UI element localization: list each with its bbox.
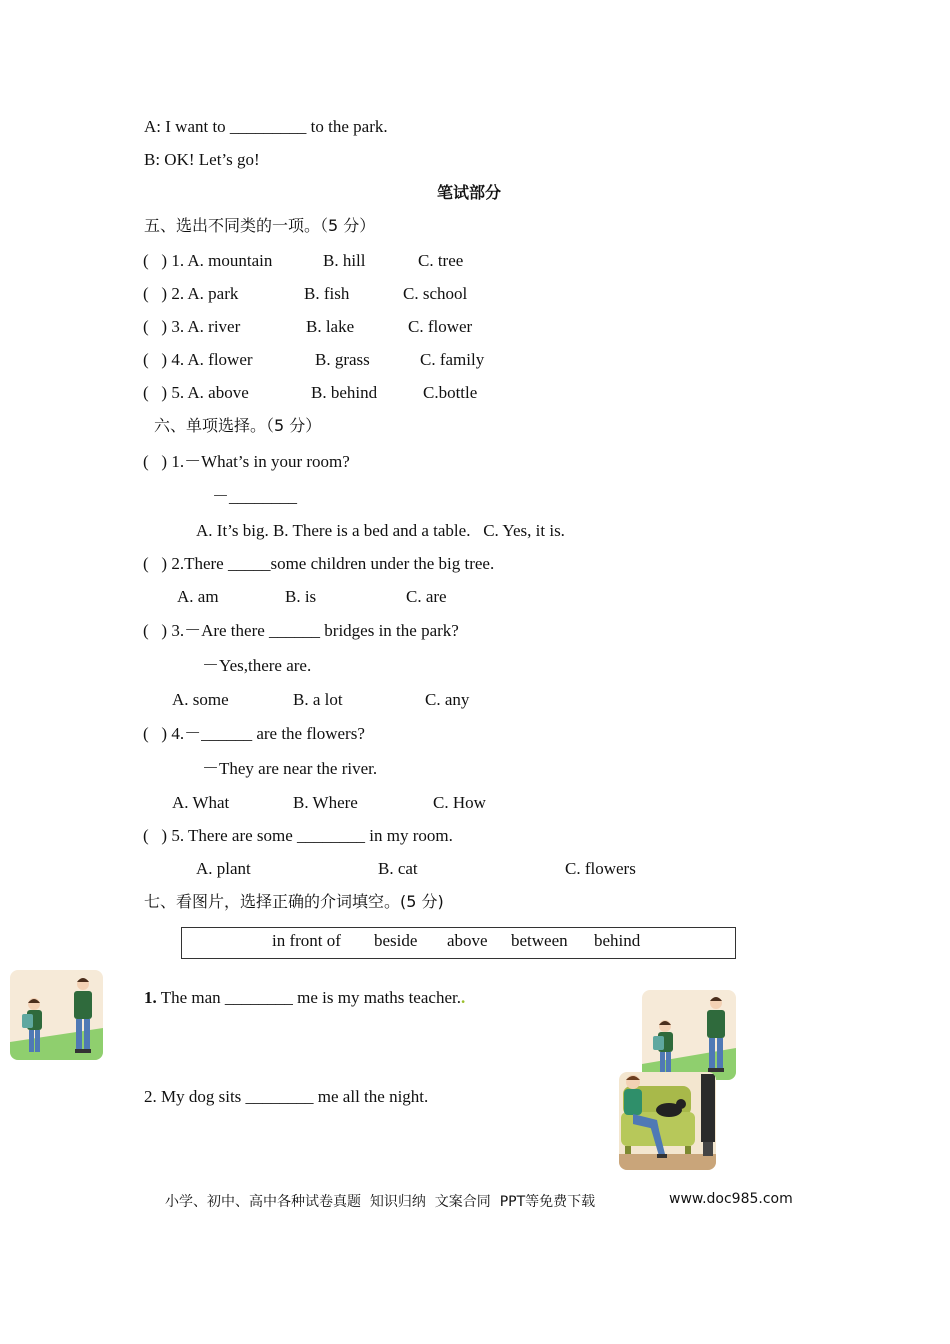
section5-title: 五、选出不同类的一项。（5 分）	[144, 216, 376, 235]
option-c: C. school	[403, 284, 468, 303]
s7-q1-text: The man ________ me is my maths teacher.	[156, 988, 461, 1007]
q4-option-c: C. How	[433, 793, 486, 812]
section7-title: 七、看图片，选择正确的介词填空。(5 分)	[144, 892, 444, 911]
dialog-line-b: B: OK! Let’s go!	[144, 150, 260, 169]
option-c: C. family	[420, 350, 485, 369]
boy-and-man-picture	[10, 970, 103, 1060]
item-stem: ( ) 3. A. river	[143, 317, 241, 336]
q2-stem: ( ) 2.There _____some children under the big tree.	[143, 554, 495, 573]
word-in-front-of: in front of	[272, 931, 341, 950]
footer-left: 小学、初中、高中各种试卷真题 知识归纳 文案合同 PPT等免费下载	[165, 1194, 596, 1210]
q3-option-c: C. any	[425, 690, 470, 709]
q1-stem: ( ) 1.－What’s in your room?	[143, 452, 350, 471]
option-c: C. tree	[418, 251, 464, 270]
option-c: C.bottle	[423, 383, 478, 402]
q5-option-c: C. flowers	[565, 859, 636, 878]
q2-option-b: B. is	[285, 587, 317, 606]
footer-website[interactable]: www.doc985.com	[669, 1191, 793, 1207]
word-above: above	[447, 931, 488, 950]
q5-option-a: A. plant	[196, 859, 251, 878]
man-sofa-dog-picture	[619, 1072, 716, 1170]
s7-q1	[144, 988, 465, 1008]
q3-reply: －Yes,there are.	[202, 656, 312, 675]
item-stem: ( ) 2. A. park	[143, 284, 239, 303]
q3-stem: ( ) 3.－Are there ______ bridges in the park?	[143, 621, 459, 640]
option-b: B. grass	[315, 350, 370, 369]
q5-stem: ( ) 5. There are some ________ in my room.	[143, 826, 453, 845]
q2-option-c: C. are	[406, 587, 447, 606]
option-b: B. lake	[306, 317, 355, 336]
s7-q1-number: 1.	[144, 988, 157, 1007]
q2-option-a: A. am	[177, 587, 219, 606]
word-beside: beside	[374, 931, 418, 950]
item-stem: ( ) 1. A. mountain	[143, 251, 273, 270]
section6-title: 六、单项选择。（5 分）	[154, 416, 322, 435]
q3-option-b: B. a lot	[293, 690, 343, 709]
s7-q2: 2. My dog sits ________ me all the night.	[144, 1087, 429, 1106]
option-b: B. fish	[304, 284, 350, 303]
word-between: between	[511, 931, 568, 950]
item-stem: ( ) 4. A. flower	[143, 350, 253, 369]
q1-reply: －________	[212, 487, 297, 506]
option-b: B. behind	[311, 383, 378, 402]
option-c: C. flower	[408, 317, 473, 336]
q5-option-b: B. cat	[378, 859, 418, 878]
s7-q1-dot: .	[460, 988, 466, 1007]
q4-stem: ( ) 4.－______ are the flowers?	[143, 724, 365, 743]
word-behind: behind	[594, 931, 641, 950]
item-stem: ( ) 5. A. above	[143, 383, 249, 402]
q1-options: A. It’s big. B. There is a bed and a table. C. Yes, it is.	[196, 521, 565, 540]
option-b: B. hill	[323, 251, 366, 270]
written-section-title: 笔试部分	[437, 183, 502, 202]
q4-reply: －They are near the river.	[202, 759, 378, 778]
q4-option-b: B. Where	[293, 793, 358, 812]
q4-option-a: A. What	[172, 793, 230, 812]
boy-and-man-picture-right	[642, 990, 736, 1080]
word-bank-box	[181, 927, 736, 959]
q3-option-a: A. some	[172, 690, 229, 709]
dialog-line-a: A: I want to _________ to the park.	[144, 117, 388, 136]
